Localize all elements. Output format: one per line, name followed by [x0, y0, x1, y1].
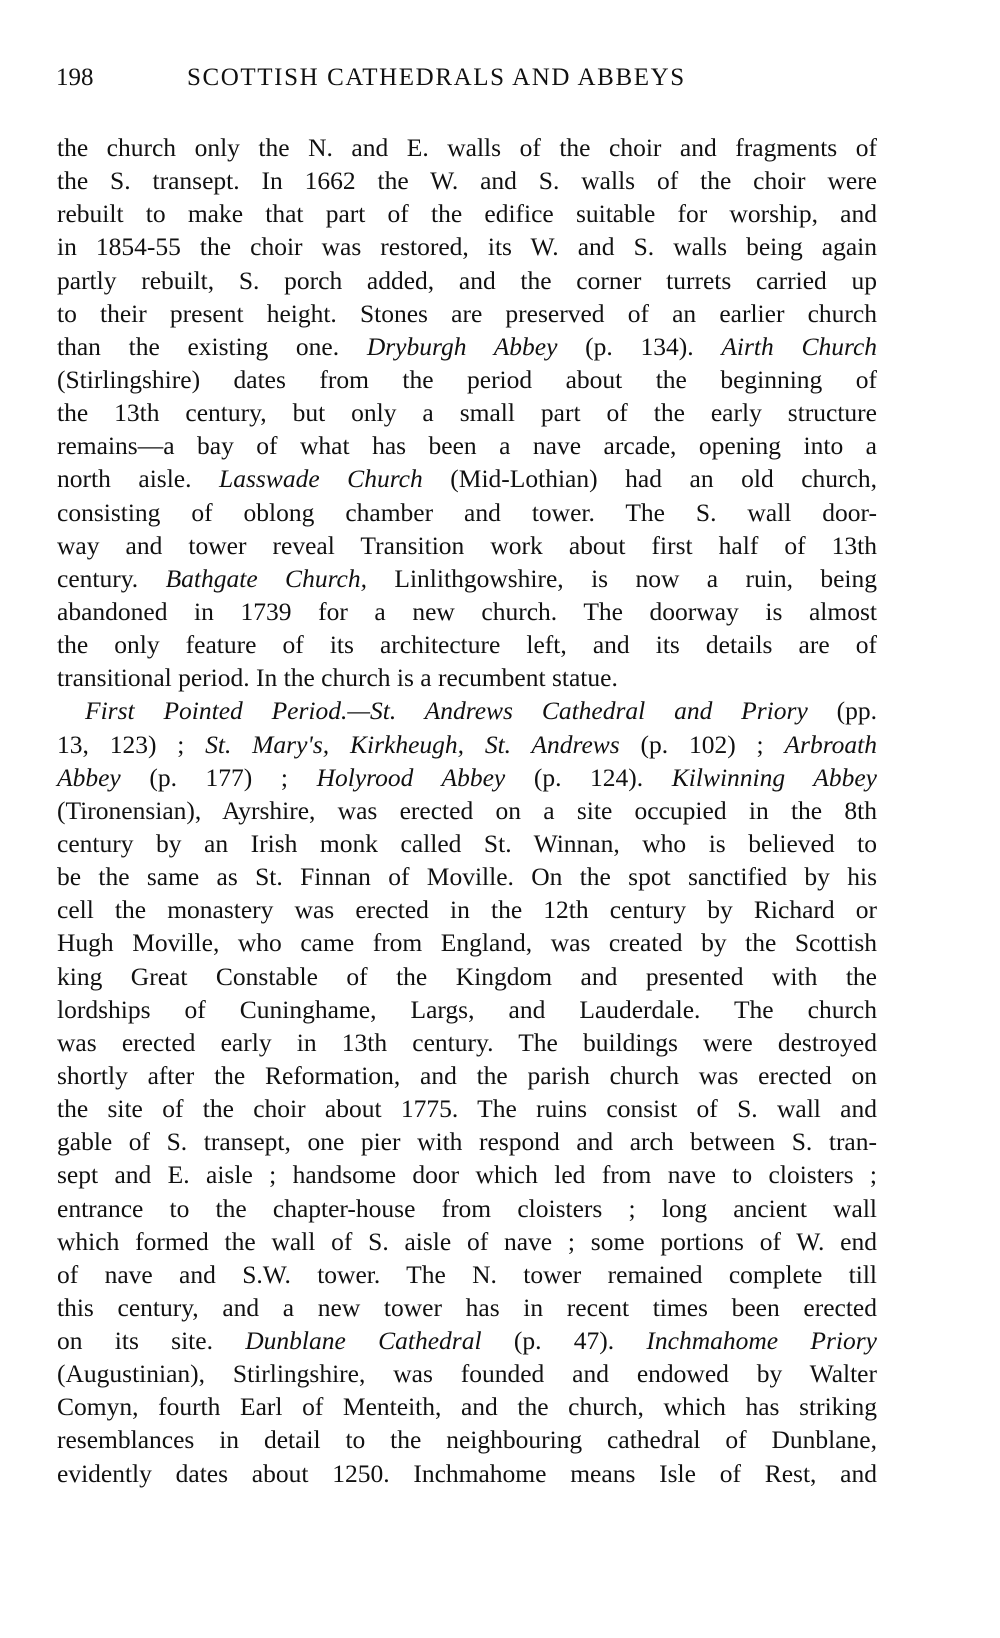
- text-segment: sept and E. aisle ; handsome door which led from nave to cloisters ;: [57, 1160, 877, 1190]
- text-line: [57, 562, 877, 595]
- text-segment: gable of S. transept, one pier with respond and arch between S. tran-: [57, 1127, 877, 1157]
- text-segment: lordships of Cuninghame, Largs, and Lauderdale. The church: [57, 994, 877, 1024]
- text-line: [57, 1457, 877, 1490]
- text-segment: (Stirlingshire) dates from the period about the beginning of: [57, 364, 877, 394]
- text-line: [57, 164, 877, 197]
- text-line: [57, 794, 877, 827]
- text-segment: (Tironensian), Ayrshire, was erected on a site occupied in the 8th: [57, 795, 877, 825]
- text-line: [57, 1225, 877, 1258]
- text-segment: the S. transept. In 1662 the W. and S. walls of the choir were: [57, 166, 877, 196]
- text-line: [57, 330, 877, 363]
- text-line: [57, 761, 877, 794]
- italic-text: St. Mary's, Kirkheugh, St. Andrews: [205, 729, 620, 759]
- text-segment: consisting of oblong chamber and tower. The S. wall door-: [57, 497, 877, 527]
- italic-text: Bathgate Church,: [165, 563, 367, 593]
- text-segment: entrance to the chapter-house from cloisters ; long ancient wall: [57, 1193, 877, 1223]
- text-line: [57, 396, 877, 429]
- text-line: [57, 694, 877, 727]
- text-segment: be the same as St. Finnan of Moville. On the spot sanctified by his: [57, 862, 877, 892]
- text-segment: Comyn, fourth Earl of Menteith, and the church, which has striking: [57, 1392, 877, 1422]
- text-segment: north aisle.: [57, 464, 220, 494]
- text-line: [57, 1324, 877, 1357]
- page-number: 198: [56, 64, 94, 91]
- text-segment: (pp.: [807, 696, 877, 726]
- text-segment: Hugh Moville, who came from England, was created by the Scottish: [57, 928, 877, 958]
- text-segment: on its site.: [57, 1326, 246, 1356]
- italic-text: Lasswade Church: [219, 464, 423, 494]
- text-segment: the 13th century, but only a small part of the early structure: [57, 398, 877, 428]
- italic-text: Dryburgh Abbey: [366, 331, 558, 361]
- text-line: [57, 926, 877, 959]
- text-line: [57, 297, 877, 330]
- text-line: [57, 960, 877, 993]
- text-line: [57, 1158, 877, 1191]
- text-segment: (Augustinian), Stirlingshire, was founded and endowed by Walter: [57, 1359, 877, 1389]
- text-segment: (p. 134).: [557, 331, 722, 361]
- text-segment: in 1854-55 the choir was restored, its W. and S. walls being again: [57, 232, 877, 262]
- text-segment: king Great Constable of the Kingdom and presented with the: [57, 961, 877, 991]
- italic-text: Dunblane Cathedral: [245, 1326, 482, 1356]
- text-segment: 13, 123) ;: [57, 729, 206, 759]
- text-segment: century by an Irish monk called St. Winnan, who is believed to: [57, 828, 877, 858]
- text-line: [57, 462, 877, 495]
- italic-text: Abbey: [57, 762, 121, 792]
- text-line: [57, 993, 877, 1026]
- text-line: [57, 1291, 877, 1324]
- text-line: [57, 529, 877, 562]
- text-segment: the only feature of its architecture left, and its details are of: [57, 630, 877, 660]
- italic-text: First Pointed Period.—St. Andrews Cathedral and Priory: [85, 696, 808, 726]
- text-line: [57, 1092, 877, 1125]
- text-segment: this century, and a new tower has in recent times been erected: [57, 1292, 877, 1322]
- text-segment: partly rebuilt, S. porch added, and the corner turrets carried up: [57, 265, 877, 295]
- text-line: [57, 363, 877, 396]
- text-segment: abandoned in 1739 for a new church. The doorway is almost: [57, 596, 877, 626]
- text-segment: (p. 124).: [505, 762, 672, 792]
- text-segment: which formed the wall of S. aisle of nave ; some portions of W. end: [57, 1226, 877, 1256]
- text-segment: (p. 47).: [481, 1326, 647, 1356]
- text-segment: (Mid-Lothian) had an old church,: [422, 464, 877, 494]
- text-line: [57, 1192, 877, 1225]
- text-segment: to their present height. Stones are preserved of an earlier church: [57, 298, 877, 328]
- text-segment: way and tower reveal Transition work about first half of 13th: [57, 530, 877, 560]
- italic-text: Kilwinning Abbey: [671, 762, 877, 792]
- text-line: [57, 827, 877, 860]
- italic-text: Airth Church: [721, 331, 878, 361]
- text-segment: rebuilt to make that part of the edifice suitable for worship, and: [57, 199, 877, 229]
- text-line: [57, 197, 877, 230]
- text-line: [57, 264, 877, 297]
- text-segment: (p. 102) ;: [619, 729, 785, 759]
- text-segment: Linlithgowshire, is now a ruin, being: [367, 563, 878, 593]
- text-line: [57, 661, 877, 694]
- text-line: [57, 1357, 877, 1390]
- text-line: [57, 1423, 877, 1456]
- text-line: [57, 1026, 877, 1059]
- text-line: [57, 595, 877, 628]
- running-title: SCOTTISH CATHEDRALS AND ABBEYS: [187, 64, 686, 91]
- text-segment: evidently dates about 1250. Inchmahome means Isle of Rest, and: [57, 1458, 877, 1488]
- text-segment: transitional period. In the church is a recumbent statue.: [57, 663, 618, 693]
- text-line: [57, 1125, 877, 1158]
- text-line: [57, 728, 877, 761]
- text-segment: was erected early in 13th century. The buildings were destroyed: [57, 1027, 877, 1057]
- text-line: [57, 131, 877, 164]
- text-segment: the site of the choir about 1775. The ruins consist of S. wall and: [57, 1094, 877, 1124]
- text-segment: the church only the N. and E. walls of the choir and fragments of: [57, 133, 877, 162]
- text-line: [57, 628, 877, 661]
- italic-text: Holyrood Abbey: [316, 762, 506, 792]
- text-segment: of nave and S.W. tower. The N. tower remained complete till: [57, 1259, 877, 1289]
- italic-text: Arbroath: [784, 729, 877, 759]
- text-line: [57, 893, 877, 926]
- text-line: [57, 1258, 877, 1291]
- text-segment: (p. 177) ;: [120, 762, 317, 792]
- text-segment: than the existing one.: [57, 331, 367, 361]
- text-line: [57, 1390, 877, 1423]
- text-line: [57, 860, 877, 893]
- text-line: [57, 230, 877, 263]
- text-line: [57, 429, 877, 462]
- text-segment: shortly after the Reformation, and the parish church was erected on: [57, 1060, 877, 1090]
- body-text: [57, 131, 877, 1490]
- text-segment: resemblances in detail to the neighbouring cathedral of Dunblane,: [57, 1425, 877, 1455]
- text-segment: century.: [57, 563, 166, 593]
- text-segment: cell the monastery was erected in the 12th century by Richard or: [57, 895, 877, 925]
- text-line: [57, 1059, 877, 1092]
- text-line: [57, 496, 877, 529]
- text-segment: remains—a bay of what has been a nave arcade, opening into a: [57, 431, 877, 461]
- italic-text: Inchmahome Priory: [646, 1326, 877, 1356]
